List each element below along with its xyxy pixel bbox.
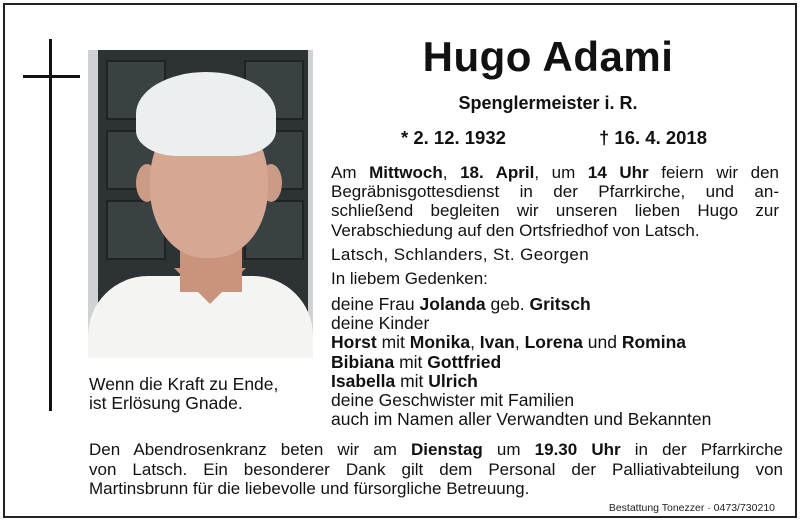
service-day: Mittwoch	[369, 163, 443, 182]
cross-icon-bar	[23, 75, 80, 78]
birth-date: * 2. 12. 1932	[401, 127, 506, 148]
memory-label: In liebem Gedenken:	[331, 269, 488, 288]
family-children-label: deine Kinder	[331, 313, 430, 334]
closing-line-1: Den Abendrosenkranz beten wir am Dienstag um 19.30 Uhr in der Pfarrkirche	[89, 440, 783, 459]
death-date: † 16. 4. 2018	[599, 127, 708, 148]
service-date: 18. April	[460, 163, 535, 182]
rosary-time: 19.30 Uhr	[534, 440, 621, 459]
announcement-line-1: Am Mittwoch, 18. April, um 14 Uhr feiern wir den	[331, 163, 779, 182]
motto-line-2: ist Erlösung Gnade.	[89, 393, 243, 413]
announcement-line-3: schließend begleiten wir unseren lieben Hugo zur	[331, 201, 779, 221]
announcement-line-4: Verabschiedung auf den Ortsfriedhof von Latsch.	[331, 220, 700, 240]
family-wife: deine Frau Jolanda geb. Gritsch	[331, 294, 591, 314]
hair	[136, 72, 276, 156]
service-time: 14 Uhr	[587, 163, 649, 182]
deceased-name: Hugo Adami	[422, 33, 674, 80]
funeral-home-footer: Bestattung Tonezzer · 0473/730210	[608, 502, 775, 514]
family-child-1: Horst mit Monika, Ivan, Lorena und Romina	[331, 332, 687, 353]
occupation: Spenglermeister i. R.	[458, 93, 638, 113]
family-relatives: auch im Namen aller Verwandten und Bekannten	[331, 409, 712, 430]
closing-line-3: Martinsbrunn für die liebevolle und fürsorgliche Betreuung.	[89, 479, 530, 498]
portrait-photo	[88, 50, 313, 358]
rosary-announcement	[89, 440, 783, 499]
places: Latsch, Schlanders, St. Georgen	[331, 245, 590, 264]
closing-line-2: von Latsch. Ein besonderer Dank gilt dem Personal der Palliativabteilung von	[89, 459, 783, 479]
rosary-day: Dienstag	[411, 440, 483, 459]
funeral-announcement	[331, 163, 779, 240]
cross-icon	[49, 39, 52, 411]
motto-line-1: Wenn die Kraft zu Ende,	[89, 374, 279, 394]
collar	[174, 268, 246, 304]
family-child-3: Isabella mit Ulrich	[331, 370, 478, 391]
motto	[89, 375, 329, 413]
family-siblings: deine Geschwister mit Familien	[331, 390, 575, 411]
family-child-2: Bibiana mit Gottfried	[331, 351, 502, 372]
announcement-line-2: Begräbnisgottesdienst in der Pfarrkirche, und an-	[331, 182, 779, 202]
obituary-card	[3, 3, 797, 518]
family-list	[331, 295, 781, 429]
